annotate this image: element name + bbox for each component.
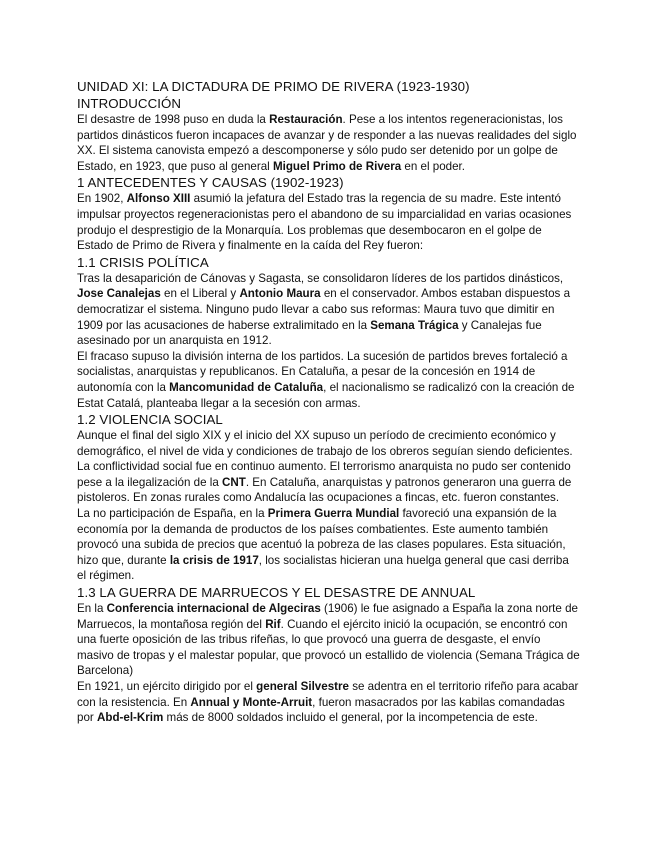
text-run: en el Liberal y: [160, 287, 240, 301]
document-title: UNIDAD XI: LA DICTADURA DE PRIMO DE RIVERA (1923-1930): [77, 79, 470, 94]
text-run: , el nacionalismo se radicalizó con la creación de Estat Catalá, planteaba llegar a la secesión con armas.: [77, 380, 575, 410]
heading-introduccion: INTRODUCCIÓN: [77, 96, 182, 111]
paragraph-introduccion: [77, 112, 580, 174]
text-run: , fueron masacrados por las kabilas comandadas por: [77, 695, 565, 725]
text-run: asumió la jefatura del Estado tras la regencia de su madre. Este intentó impulsar proyectos regeneracionistas pero el abandono de su imparcialidad en varias ocasiones produjo el desprestigio de la Monarquía. Los problemas que desembocaron en el golpe de Estado de Primo de Rivera y finalmente en la caída del Rey fueron:: [77, 192, 572, 253]
text-run: (1906) le fue asignado a España la zona norte de Marruecos, la montañosa región del: [77, 602, 578, 631]
bold-term: Antonio Maura: [239, 287, 321, 301]
text-run: Aunque el final del siglo XIX y el inicio del XX supuso un período de crecimiento económico y demográfico, el nivel de vida y condiciones de trabajo de los obreros seguían siendo deficientes. La conflictividad social fue en continuo aumento. El terrorismo anarquista no pudo ser contenido pese a la ilegalización de la: [77, 429, 573, 489]
paragraph-crisis-politica-1: [77, 271, 580, 349]
text-run: en el poder.: [401, 159, 466, 173]
bold-term: Conferencia internacional de Algeciras: [106, 602, 321, 616]
text-run: En 1921, un ejército dirigido por el: [77, 680, 257, 693]
document-body: [77, 78, 580, 726]
text-run: , los socialistas hicieran una huelga general que casi derriba el régimen.: [77, 553, 569, 583]
paragraph-guerra-marruecos-2: [77, 679, 580, 726]
text-run: . Cuando el ejército inició la ocupación, se encontró con una fuerte oposición de las tribus rifeñas, lo que provocó una guerra de desgaste, el envío masivo de tropas y el malestar popular, que provocó un estallido de violencia (Semana Trágica de Barcelona): [77, 617, 580, 678]
text-run: La no participación de España, en la: [77, 507, 268, 521]
heading-crisis-politica: 1.1 CRISIS POLÍTICA: [77, 254, 209, 270]
bold-term: Annual y Monte-Arruit: [190, 695, 313, 709]
bold-term: Miguel Primo de Rivera: [272, 159, 402, 173]
text-run: y Canalejas fue asesinado por un anarquista en 1912.: [77, 318, 542, 348]
bold-term: Rif: [265, 617, 281, 631]
text-run: En la: [77, 602, 107, 616]
text-run: favoreció una expansión de la economía por la demanda de productos de los países combatientes. Este aumento también provocó una subida de precios que acentuó la pobreza de las clases populares. Esta situación, hizo que, durante: [77, 507, 566, 567]
bold-term: general Silvestre: [256, 680, 349, 693]
bold-term: Semana Trágica: [370, 318, 459, 332]
text-run: El fracaso supuso la división interna de los partidos. La sucesión de partidos breves fortaleció a socialistas, anarquistas y republicanos. En Cataluña, a pesar de la concesión en 1914 de autonomía con la: [77, 349, 568, 394]
bold-term: Mancomunidad de Cataluña: [169, 380, 324, 394]
paragraph-antecedentes: [77, 191, 580, 253]
paragraph-guerra-marruecos-1: [77, 601, 580, 679]
bold-term: la crisis de 1917: [169, 553, 259, 567]
heading-violencia-social: 1.2 VIOLENCIA SOCIAL: [77, 412, 223, 428]
bold-term: Primera Guerra Mundial: [267, 507, 400, 521]
bold-term: Restauración: [269, 113, 343, 126]
text-run: Tras la desaparición de Cánovas y Sagasta, se consolidaron líderes de los partidos dinásticos,: [77, 271, 564, 285]
text-run: más de 8000 soldados incluido el general, por la incompetencia de este.: [163, 711, 538, 725]
heading-guerra-marruecos: 1.3 LA GUERRA DE MARRUECOS Y EL DESASTRE DE ANNUAL: [77, 585, 476, 601]
text-run: se adentra en el territorio rifeño para acabar con la resistencia. En: [77, 680, 579, 709]
text-run: . Pese a los intentos regeneracionistas, los partidos dinásticos fueron incapaces de avanzar y de responder a las nuevas realidades del siglo XX. El sistema canovista empezó a descomponerse y sólo pudo ser detenido por un golpe de Estado, en 1923, que puso al general: [77, 113, 577, 173]
paragraph-crisis-politica-2: [77, 349, 580, 411]
bold-term: CNT: [222, 475, 246, 489]
paragraph-violencia-social-2: [77, 506, 580, 584]
paragraph-violencia-social-1: [77, 428, 580, 506]
text-run: En 1902,: [77, 192, 127, 206]
text-run: . En Cataluña, anarquistas y patronos generaron una guerra de pistoleros. En zonas rurales como Andalucía las ocupaciones a fincas, etc. fueron constantes.: [77, 475, 572, 505]
heading-antecedentes: 1 ANTECEDENTES Y CAUSAS (1902-1923): [77, 175, 344, 191]
bold-term: Abd-el-Krim: [96, 711, 164, 725]
text-run: El desastre de 1998 puso en duda la: [77, 113, 270, 126]
bold-term: Jose Canalejas: [77, 287, 161, 301]
bold-term: Alfonso XIII: [126, 192, 191, 206]
text-run: en el conservador. Ambos estaban dispuestos a democratizar el sistema. Ninguno pudo llevar a cabo sus reformas: Maura tuvo que dimitir en 1909 por las acusaciones de haberse extralimitado en la: [77, 287, 571, 332]
